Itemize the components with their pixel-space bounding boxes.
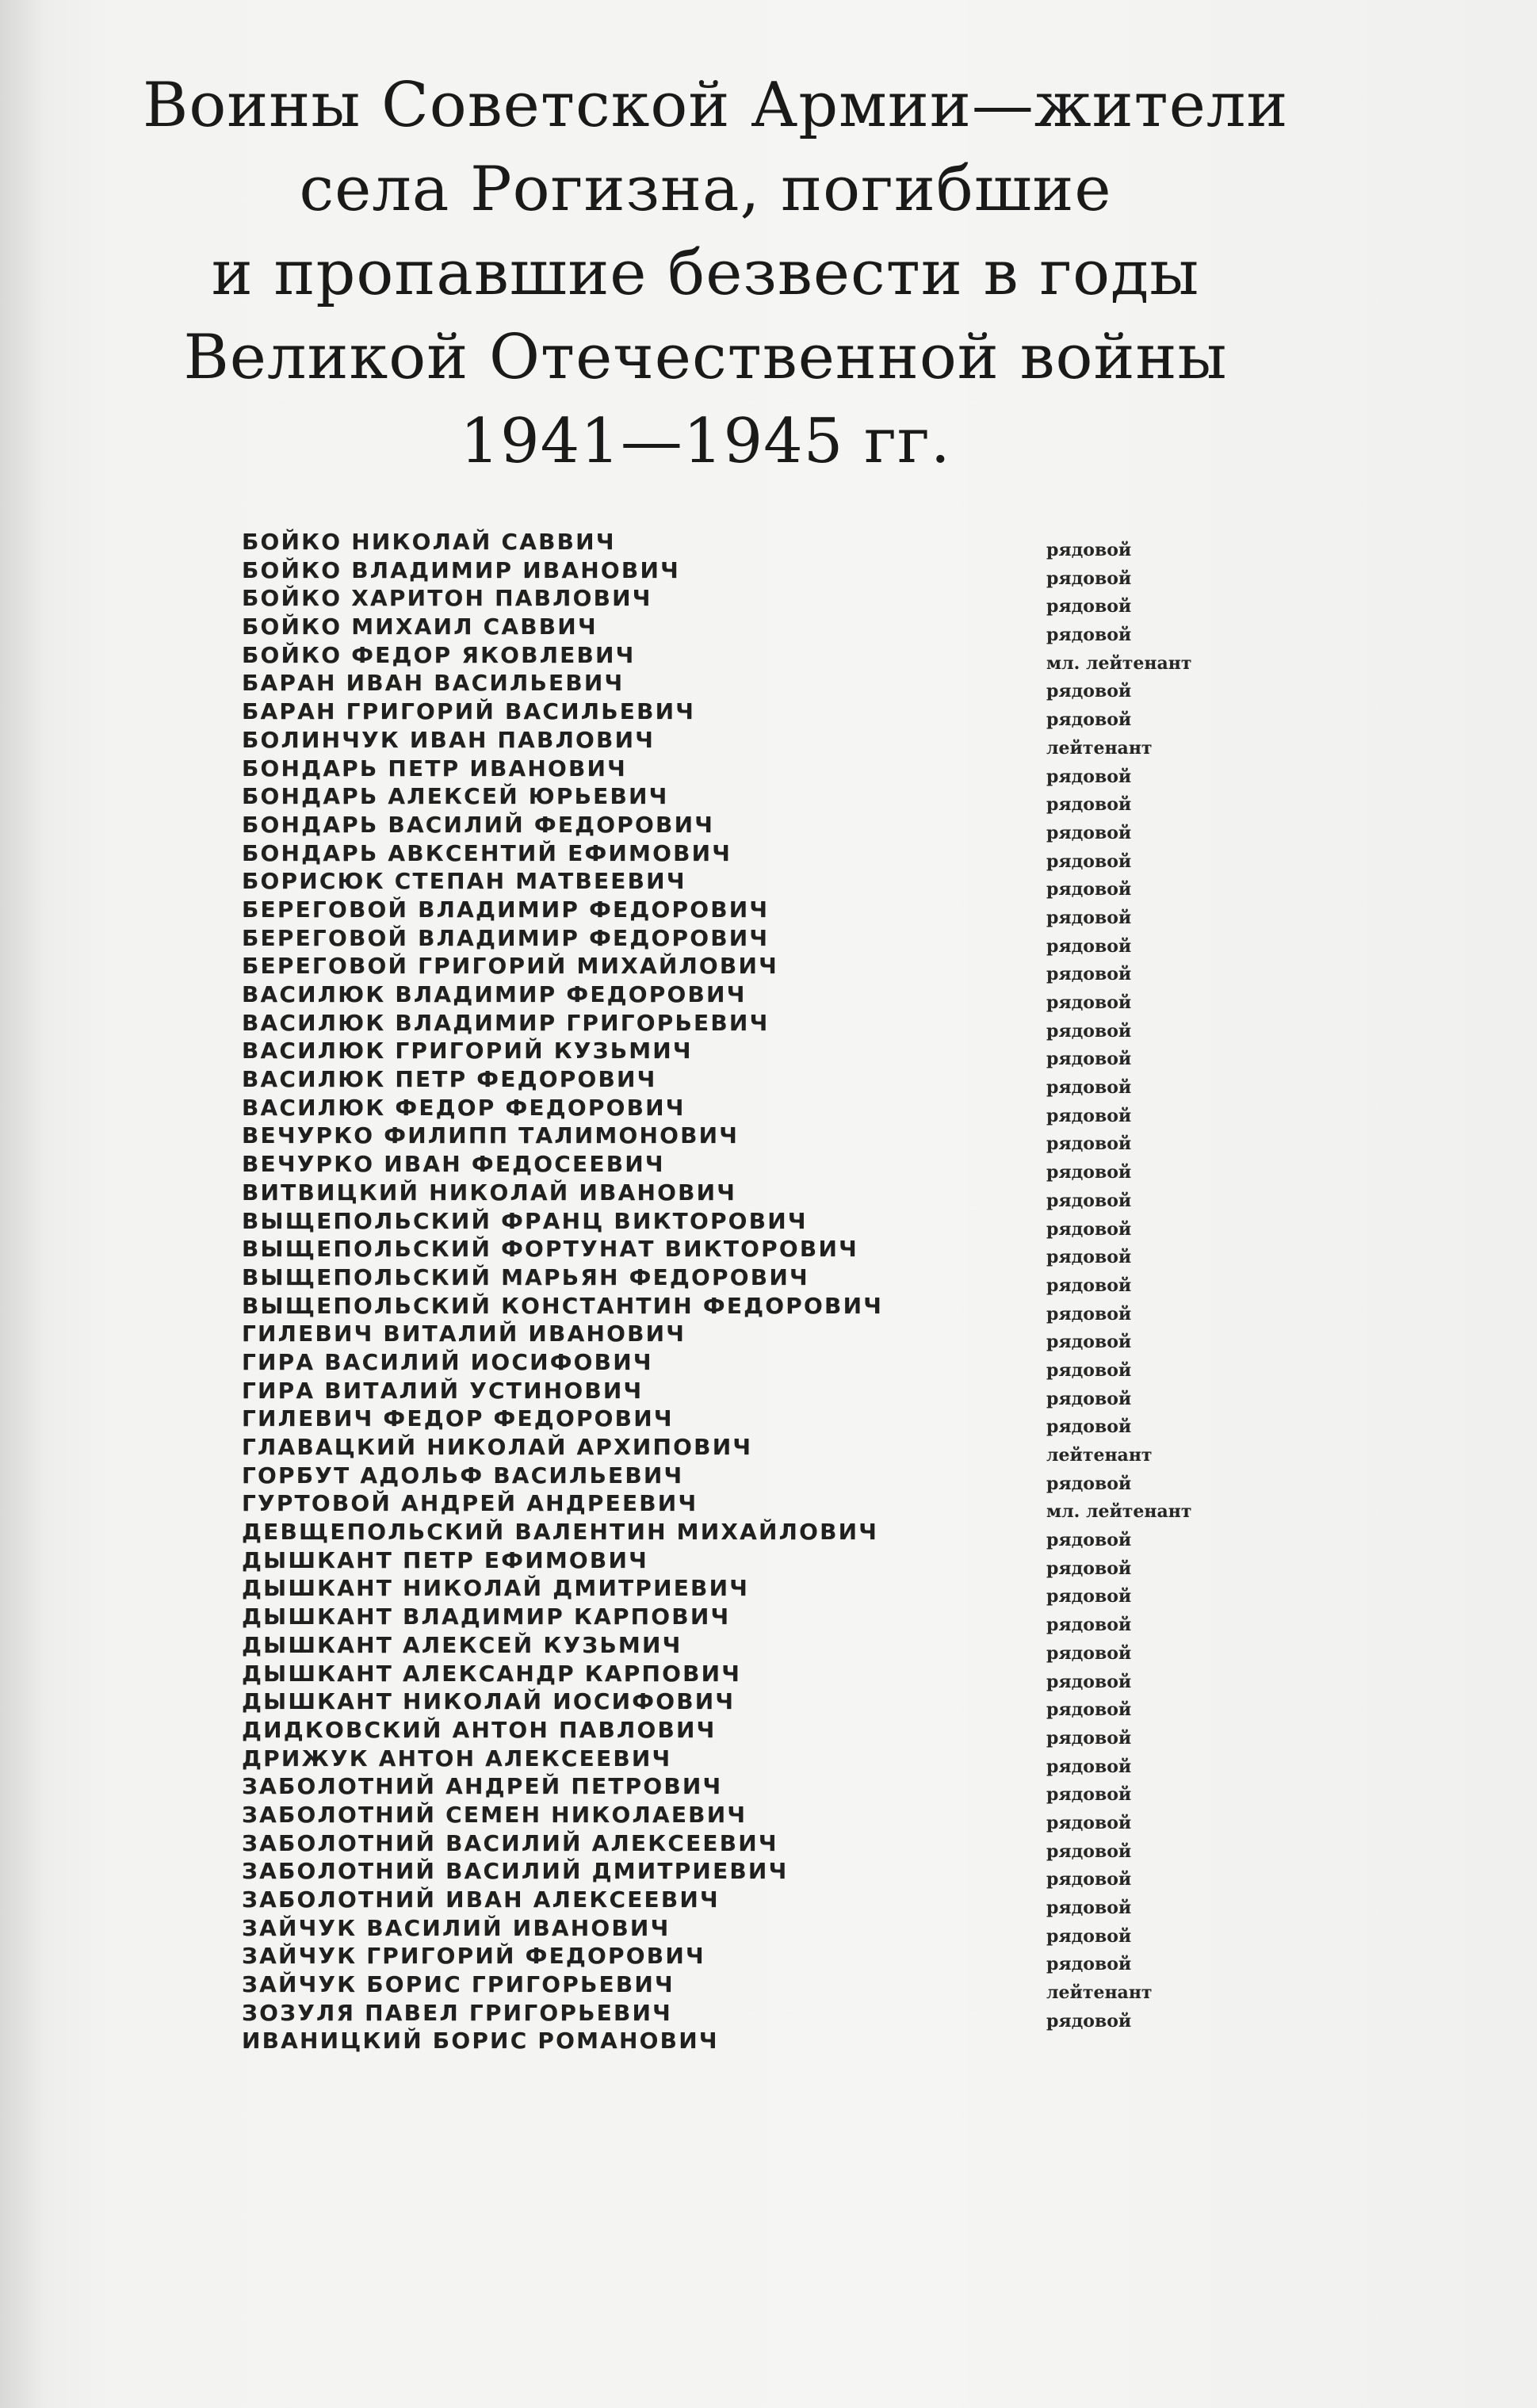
soldier-name: ВАСИЛЮК ФЕДОР ФЕДОРОВИЧ xyxy=(242,1094,686,1121)
roster-row xyxy=(242,1546,1256,1579)
roster-row xyxy=(242,755,1256,787)
soldier-rank: рядовой xyxy=(1046,1275,1132,1296)
soldier-name: ВЫЩЕПОЛЬСКИЙ ФРАНЦ ВИКТОРОВИЧ xyxy=(242,1207,808,1234)
soldier-rank: рядовой xyxy=(1046,1218,1132,1240)
soldier-name: БОЙКО МИХАИЛ САВВИЧ xyxy=(242,613,598,640)
soldier-name: БОЙКО ФЕДОР ЯКОВЛЕВИЧ xyxy=(242,641,636,668)
roster-row xyxy=(242,1462,1256,1494)
soldier-rank: рядовой xyxy=(1046,1077,1132,1099)
roster-row xyxy=(242,1348,1256,1381)
roster-row xyxy=(242,1857,1256,1890)
soldier-rank: рядовой xyxy=(1046,1332,1132,1353)
soldier-name: БЕРЕГОВОЙ ГРИГОРИЙ МИХАЙЛОВИЧ xyxy=(242,953,778,980)
soldier-name: ДЫШКАНТ АЛЕКСЕЙ КУЗЬМИЧ xyxy=(242,1631,682,1658)
soldier-rank: рядовой xyxy=(1046,1699,1132,1721)
soldier-name: ВАСИЛЮК ГРИГОРИЙ КУЗЬМИЧ xyxy=(242,1038,693,1064)
title-line: и пропавшие безвести в годы xyxy=(211,238,1200,309)
soldier-name: ДЫШКАНТ АЛЕКСАНДР КАРПОВИЧ xyxy=(242,1660,742,1687)
roster-row xyxy=(242,584,1256,617)
soldier-name: БЕРЕГОВОЙ ВЛАДИМИР ФЕДОРОВИЧ xyxy=(242,896,770,923)
roster-row xyxy=(242,1122,1256,1155)
roster-row xyxy=(242,1518,1256,1551)
soldier-rank: рядовой xyxy=(1046,794,1132,816)
soldier-rank: рядовой xyxy=(1046,1925,1132,1947)
soldier-name: БОНДАРЬ АЛЕКСЕЙ ЮРЬЕВИЧ xyxy=(242,783,669,810)
soldier-rank: рядовой xyxy=(1046,1642,1132,1664)
soldier-rank: рядовой xyxy=(1046,1756,1132,1777)
roster-list xyxy=(242,528,1256,2055)
roster-row xyxy=(242,726,1256,759)
roster-row xyxy=(242,867,1256,900)
soldier-rank: рядовой xyxy=(1046,1615,1132,1636)
roster-row xyxy=(242,1150,1256,1183)
soldier-name: ГИЛЕВИЧ ФЕДОР ФЕДОРОВИЧ xyxy=(242,1405,674,1432)
roster-row xyxy=(242,1914,1256,1947)
soldier-name: ЗАЙЧУК БОРИС ГРИГОРЬЕВИЧ xyxy=(242,1971,675,1998)
roster-row xyxy=(242,1603,1256,1636)
soldier-name: БЕРЕГОВОЙ ВЛАДИМИР ФЕДОРОВИЧ xyxy=(242,924,770,951)
soldier-rank: рядовой xyxy=(1046,1671,1132,1692)
soldier-rank: рядовой xyxy=(1046,992,1132,1013)
roster-row xyxy=(242,1235,1256,1268)
soldier-name: ДЫШКАНТ ПЕТР ЕФИМОВИЧ xyxy=(242,1546,648,1573)
roster-row xyxy=(242,1942,1256,1975)
roster-row xyxy=(242,1320,1256,1353)
soldier-name: ВАСИЛЮК ПЕТР ФЕДОРОВИЧ xyxy=(242,1066,657,1093)
soldier-name: ГОРБУТ АДОЛЬФ ВАСИЛЬЕВИЧ xyxy=(242,1462,684,1489)
page-title xyxy=(143,63,1289,484)
roster-row xyxy=(242,1009,1256,1042)
roster-row xyxy=(242,613,1256,646)
roster-row xyxy=(242,1970,1256,2004)
soldier-name: БОНДАРЬ АВКСЕНТИЙ ЕФИМОВИЧ xyxy=(242,839,732,866)
soldier-name: БАРАН ИВАН ВАСИЛЬЕВИЧ xyxy=(242,670,625,697)
roster-row xyxy=(242,1716,1256,1749)
roster-row xyxy=(242,980,1256,1013)
roster-row xyxy=(242,1405,1256,1438)
roster-row xyxy=(242,782,1256,816)
soldier-name: ЗАБОЛОТНИЙ СЕМЕН НИКОЛАЕВИЧ xyxy=(242,1801,747,1828)
roster-row xyxy=(242,811,1256,843)
soldier-name: ДРИЖУК АНТОН АЛЕКСЕЕВИЧ xyxy=(242,1745,672,1772)
roster-row xyxy=(242,1094,1256,1126)
soldier-rank: рядовой xyxy=(1046,1190,1132,1211)
roster-row xyxy=(242,1179,1256,1211)
soldier-name: БОНДАРЬ ПЕТР ИВАНОВИЧ xyxy=(242,755,628,782)
roster-row xyxy=(242,924,1256,957)
soldier-name: БОРИСЮК СТЕПАН МАТВЕЕВИЧ xyxy=(242,868,686,895)
soldier-name: ЗАБОЛОТНИЙ АНДРЕЙ ПЕТРОВИЧ xyxy=(242,1773,723,1800)
soldier-rank: рядовой xyxy=(1046,1530,1132,1551)
soldier-rank: рядовой xyxy=(1046,964,1132,985)
roster-row xyxy=(242,952,1256,985)
roster-row xyxy=(242,1886,1256,1918)
roster-row xyxy=(242,1801,1256,1833)
soldier-rank: рядовой xyxy=(1046,935,1132,957)
roster-row xyxy=(242,1631,1256,1664)
roster-row xyxy=(242,839,1256,872)
roster-row xyxy=(242,1207,1256,1240)
roster-row xyxy=(242,1377,1256,1409)
soldier-name: ИВАНИЦКИЙ БОРИС РОМАНОВИЧ xyxy=(242,2028,719,2054)
soldier-rank: рядовой xyxy=(1046,1558,1132,1579)
soldier-name: ВЫЩЕПОЛЬСКИЙ КОНСТАНТИН ФЕДОРОВИЧ xyxy=(242,1292,884,1319)
soldier-rank: рядовой xyxy=(1046,1727,1132,1749)
soldier-rank: рядовой xyxy=(1046,1473,1132,1494)
soldier-rank: рядовой xyxy=(1046,1954,1132,1975)
soldier-rank: рядовой xyxy=(1046,1162,1132,1183)
soldier-rank: рядовой xyxy=(1046,1133,1132,1155)
roster-row xyxy=(242,1065,1256,1099)
soldier-rank: рядовой xyxy=(1046,596,1132,617)
soldier-name: ЗАБОЛОТНИЙ ВАСИЛИЙ ДМИТРИЕВИЧ xyxy=(242,1858,789,1885)
title-line: села Рогизна, погибшие xyxy=(299,154,1112,225)
soldier-rank: рядовой xyxy=(1046,568,1132,589)
soldier-name: БОЙКО ХАРИТОН ПАВЛОВИЧ xyxy=(242,585,652,612)
soldier-name: ГИРА ВАСИЛИЙ ИОСИФОВИЧ xyxy=(242,1348,653,1375)
soldier-name: БОЙКО ВЛАДИМИР ИВАНОВИЧ xyxy=(242,556,680,583)
soldier-rank: рядовой xyxy=(1046,1869,1132,1890)
soldier-rank: рядовой xyxy=(1046,1020,1132,1042)
roster-row xyxy=(242,2027,1256,2055)
roster-row xyxy=(242,1772,1256,1806)
soldier-name: ГУРТОВОЙ АНДРЕЙ АНДРЕЕВИЧ xyxy=(242,1490,698,1517)
soldier-name: БАРАН ГРИГОРИЙ ВАСИЛЬЕВИЧ xyxy=(242,698,696,725)
soldier-name: БОЙКО НИКОЛАЙ САВВИЧ xyxy=(242,529,616,555)
roster-row xyxy=(242,528,1256,560)
roster-row xyxy=(242,1688,1256,1721)
soldier-name: БОНДАРЬ ВАСИЛИЙ ФЕДОРОВИЧ xyxy=(242,811,715,838)
soldier-rank: рядовой xyxy=(1046,709,1132,731)
title-line: Воины Советской Армии—жители xyxy=(143,70,1289,141)
roster-row xyxy=(242,1263,1256,1296)
soldier-name: ДИДКОВСКИЙ АНТОН ПАВЛОВИЧ xyxy=(242,1716,717,1743)
roster-row xyxy=(242,698,1256,731)
soldier-name: ВЫЩЕПОЛЬСКИЙ ФОРТУНАТ ВИКТОРОВИЧ xyxy=(242,1236,858,1263)
soldier-rank: рядовой xyxy=(1046,766,1132,787)
soldier-name: ГЛАВАЦКИЙ НИКОЛАЙ АРХИПОВИЧ xyxy=(242,1434,753,1460)
soldier-name: ЗАБОЛОТНИЙ ВАСИЛИЙ АЛЕКСЕЕВИЧ xyxy=(242,1829,778,1856)
roster-row xyxy=(242,1292,1256,1324)
roster-row xyxy=(242,1745,1256,1777)
roster-row xyxy=(242,1433,1256,1466)
soldier-rank: мл. лейтенант xyxy=(1046,1501,1192,1523)
soldier-rank: лейтенант xyxy=(1046,1445,1153,1466)
soldier-name: ВЕЧУРКО ФИЛИПП ТАЛИМОНОВИЧ xyxy=(242,1122,740,1149)
soldier-name: ГИЛЕВИЧ ВИТАЛИЙ ИВАНОВИЧ xyxy=(242,1321,686,1347)
soldier-rank: рядовой xyxy=(1046,1105,1132,1126)
soldier-rank: рядовой xyxy=(1046,822,1132,843)
soldier-rank: лейтенант xyxy=(1046,737,1153,759)
roster-row xyxy=(242,1999,1256,2032)
roster-row xyxy=(242,1660,1256,1692)
soldier-rank: рядовой xyxy=(1046,1416,1132,1438)
soldier-rank: рядовой xyxy=(1046,1388,1132,1409)
soldier-rank: рядовой xyxy=(1046,879,1132,900)
soldier-rank: рядовой xyxy=(1046,850,1132,872)
soldier-name: БОЛИНЧУК ИВАН ПАВЛОВИЧ xyxy=(242,726,656,753)
soldier-name: ЗОЗУЛЯ ПАВЕЛ ГРИГОРЬЕВИЧ xyxy=(242,1999,672,2026)
soldier-name: ДЫШКАНТ ВЛАДИМИР КАРПОВИЧ xyxy=(242,1603,731,1630)
soldier-name: ДЫШКАНТ НИКОЛАЙ ИОСИФОВИЧ xyxy=(242,1688,736,1715)
soldier-rank: рядовой xyxy=(1046,1303,1132,1324)
soldier-rank: рядовой xyxy=(1046,540,1132,560)
soldier-name: ДЫШКАНТ НИКОЛАЙ ДМИТРИЕВИЧ xyxy=(242,1575,750,1602)
roster-row xyxy=(242,1489,1256,1523)
soldier-name: ЗАЙЧУК ГРИГОРИЙ ФЕДОРОВИЧ xyxy=(242,1943,705,1970)
soldier-name: ВЫЩЕПОЛЬСКИЙ МАРЬЯН ФЕДОРОВИЧ xyxy=(242,1263,809,1290)
title-line: 1941—1945 гг. xyxy=(460,406,951,477)
title-line: Великой Отечественной войны xyxy=(183,322,1228,393)
soldier-rank: рядовой xyxy=(1046,625,1132,646)
soldier-rank: рядовой xyxy=(1046,1049,1132,1070)
soldier-rank: мл. лейтенант xyxy=(1046,652,1192,674)
roster-row xyxy=(242,641,1256,674)
soldier-rank: лейтенант xyxy=(1046,1982,1153,2004)
roster-row xyxy=(242,1574,1256,1607)
soldier-name: ВАСИЛЮК ВЛАДИМИР ГРИГОРЬЕВИЧ xyxy=(242,1009,770,1036)
soldier-rank: рядовой xyxy=(1046,1359,1132,1381)
soldier-rank: рядовой xyxy=(1046,1784,1132,1806)
soldier-rank: рядовой xyxy=(1046,1812,1132,1833)
soldier-rank: рядовой xyxy=(1046,681,1132,702)
soldier-rank: рядовой xyxy=(1046,1586,1132,1607)
soldier-rank: рядовой xyxy=(1046,2010,1132,2032)
soldier-name: ГИРА ВИТАЛИЙ УСТИНОВИЧ xyxy=(242,1377,644,1404)
soldier-name: ЗАЙЧУК ВАСИЛИЙ ИВАНОВИЧ xyxy=(242,1914,671,1941)
roster-row xyxy=(242,1829,1256,1862)
soldier-rank: рядовой xyxy=(1046,1247,1132,1268)
roster-row xyxy=(242,669,1256,702)
soldier-name: ЗАБОЛОТНИЙ ИВАН АЛЕКСЕЕВИЧ xyxy=(242,1886,720,1913)
soldier-rank: рядовой xyxy=(1046,1898,1132,1918)
roster-row xyxy=(242,1037,1256,1070)
soldier-name: ВАСИЛЮК ВЛАДИМИР ФЕДОРОВИЧ xyxy=(242,981,747,1007)
roster-row xyxy=(242,556,1256,589)
soldier-rank: рядовой xyxy=(1046,907,1132,928)
soldier-rank: рядовой xyxy=(1046,1840,1132,1862)
roster-row xyxy=(242,896,1256,928)
soldier-name: ВЕЧУРКО ИВАН ФЕДОСЕЕВИЧ xyxy=(242,1151,665,1178)
soldier-name: ДЕВЩЕПОЛЬСКИЙ ВАЛЕНТИН МИХАЙЛОВИЧ xyxy=(242,1519,879,1546)
soldier-name: ВИТВИЦКИЙ НИКОЛАЙ ИВАНОВИЧ xyxy=(242,1179,737,1206)
